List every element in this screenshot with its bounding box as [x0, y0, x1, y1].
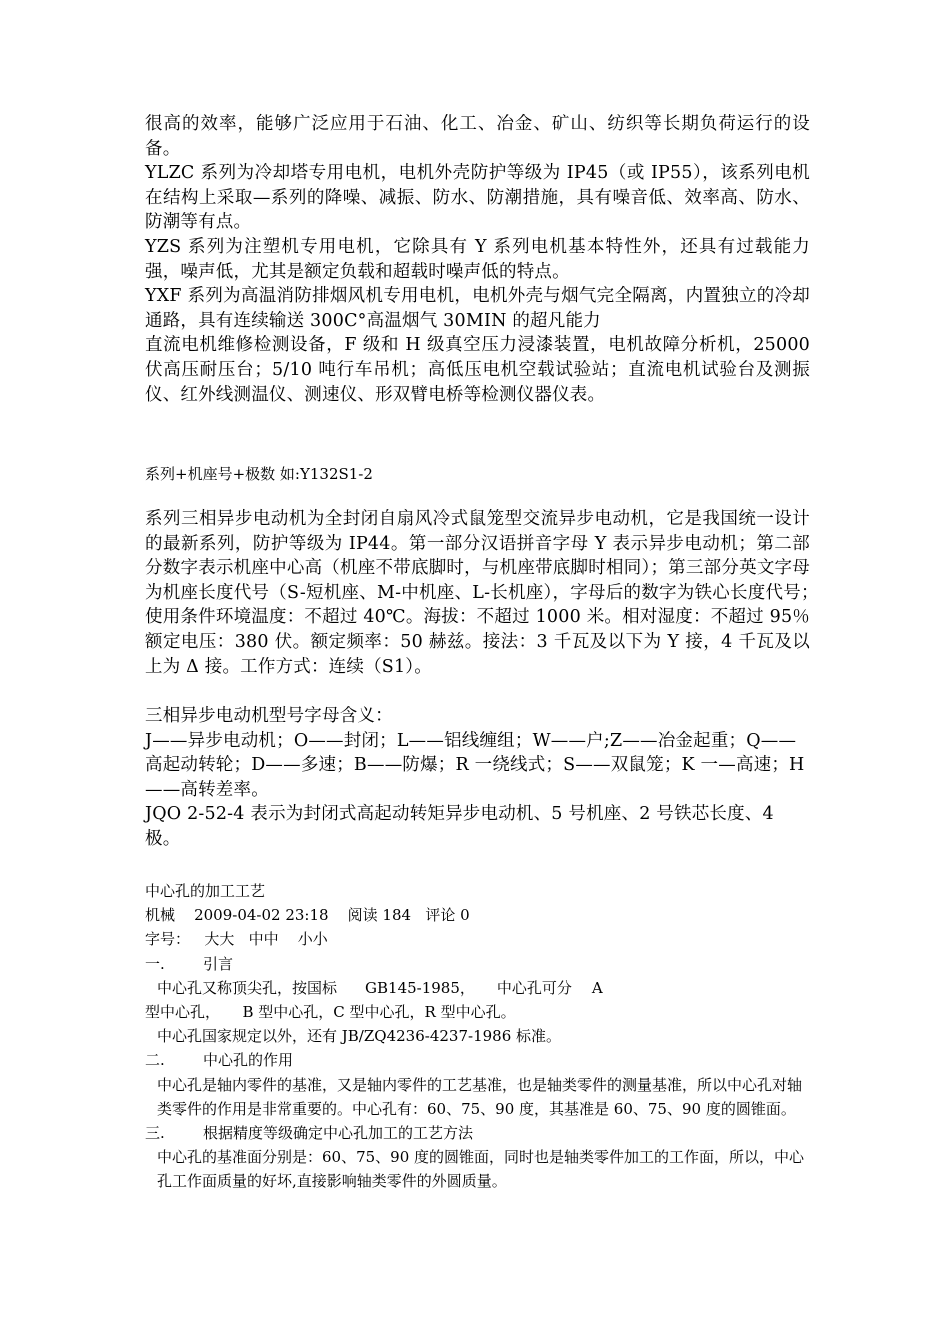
paragraph: 中心孔的基准面分别是：60、75、90 度的圆锥面，同时也是轴类零件加工的工作面，所以，中心孔工作面质量的好坏,直接影响轴类零件的外圆质量。	[157, 1148, 805, 1191]
center-hole-article	[145, 879, 810, 1194]
paragraph: 系列三相异步电动机为全封闭自扇风冷式鼠笼型交流异步电动机，它是我国统一设计的最新系列，防护等级为 IP44。第一部分汉语拼音字母 Y 表示异步电动机；第二部分数字表示机座中心高（机座不带底脚时，与机座带底脚时相同）；第三部分英文字母为机座长度代号（S-短机座、M-中机座、L-长机座），字母后的数字为铁心长度代号； 使用条件环境温度：不超过 40℃。海拔：不超过 1000 米。相对湿度：不超过 95％额定电压：380 伏。额定频率：50 赫兹。接法：3 千瓦及以下为 Y 接，4 千瓦及以上为 Δ 接。工作方式：连续（S1）。	[145, 509, 828, 677]
model-letter-meaning-section	[145, 704, 810, 852]
model-format-section	[145, 462, 810, 486]
paragraph: JQO 2-52-4 表示为封闭式高起动转矩异步电动机、5 号机座、2 号铁芯长度、4 极。	[145, 804, 774, 849]
section-heading	[145, 952, 810, 976]
paragraph: YZS 系列为注塑机专用电机，它除具有 Y 系列电机基本特性外，还具有过载能力强，噪声低，尤其是额定负载和超载时噪声低的特点。	[145, 236, 810, 282]
meta-comment-count[interactable]: 评论 0	[425, 906, 470, 925]
heading-number: 三.	[145, 1124, 165, 1143]
paragraph: 直流电机维修检测设备，F 级和 H 级真空压力浸漆装置，电机故障分析机，25000 伏高压耐压台；5/10 吨行车吊机；高低压电机空载试验站；直流电机试验台及测振仪、红外线测温仪、测速仪、形双臂电桥等检测仪器仪表。	[145, 335, 810, 405]
meta-read-count: 阅读 184	[347, 906, 412, 925]
heading-text: 中心孔的作用	[203, 1051, 294, 1070]
y-series-description	[145, 507, 828, 679]
text-span: A	[591, 978, 603, 997]
standard-code: GB145-1985，	[365, 978, 475, 997]
paragraph: YXF 系列为高温消防排烟风机专用电机，电机外壳与烟气完全隔离，内置独立的冷却通路，具有连续输送 300C°高温烟气 30MIN 的超凡能力	[145, 286, 810, 331]
motor-series-section	[145, 112, 810, 407]
font-size-small-link[interactable]: 小小	[297, 930, 328, 949]
article-title: 中心孔的加工工艺	[145, 882, 266, 900]
text-span: 中心孔可分	[496, 978, 572, 997]
paragraph: J——异步电动机；O——封闭；L——铝线缠组；W——户;Z——冶金起重；Q——高起动转轮；D——多速；B——防爆；R 一绕线式；S——双鼠笼；K 一—高速；H——高转差率。	[145, 730, 805, 800]
section-heading	[145, 1121, 810, 1145]
text-span: 中心孔又称顶尖孔，按国标	[157, 978, 338, 997]
section-heading: 三相异步电动机型号字母含义：	[145, 706, 393, 726]
meta-datetime: 2009-04-02 23:18	[194, 906, 329, 925]
paragraph: 型中心孔， B 型中心孔，C 型中心孔，R 型中心孔。	[145, 1003, 516, 1022]
paragraph: 中心孔是轴内零件的基准，又是轴内零件的工艺基准，也是轴类零件的测量基准，所以中心孔对轴类零件的作用是非常重要的。中心孔有：60、75、90 度，其基准是 60、75、90 度的圆锥面。	[157, 1075, 803, 1118]
font-size-selector	[145, 927, 810, 951]
section-heading	[145, 1048, 810, 1072]
heading-text: 引言	[203, 954, 234, 973]
article-meta	[145, 903, 810, 927]
heading-text: 根据精度等级确定中心孔加工的工艺方法	[203, 1124, 474, 1143]
paragraph: 很高的效率，能够广泛应用于石油、化工、冶金、矿山、纺织等长期负荷运行的设备。	[145, 114, 810, 159]
font-size-label: 字号：	[145, 930, 191, 949]
heading-number: 二.	[145, 1051, 165, 1070]
paragraph: 中心孔国家规定以外，还有 JB/ZQ4236-4237-1986 标准。	[157, 1027, 562, 1046]
font-size-medium-link[interactable]: 中中	[248, 930, 279, 949]
paragraph: YLZC 系列为冷却塔专用电机，电机外壳防护等级为 IP45（或 IP55），该系列电机在结构上采取—系列的降噪、减振、防水、防潮措施，具有噪音低、效率高、防水、防潮等有点。	[145, 163, 810, 233]
meta-category[interactable]: 机械	[145, 906, 176, 925]
model-format-line: 系列+机座号+极数 如:Y132S1-2	[145, 465, 373, 483]
heading-number: 一.	[145, 954, 165, 973]
paragraph	[145, 976, 810, 1000]
font-size-large-link[interactable]: 大大	[204, 930, 235, 949]
